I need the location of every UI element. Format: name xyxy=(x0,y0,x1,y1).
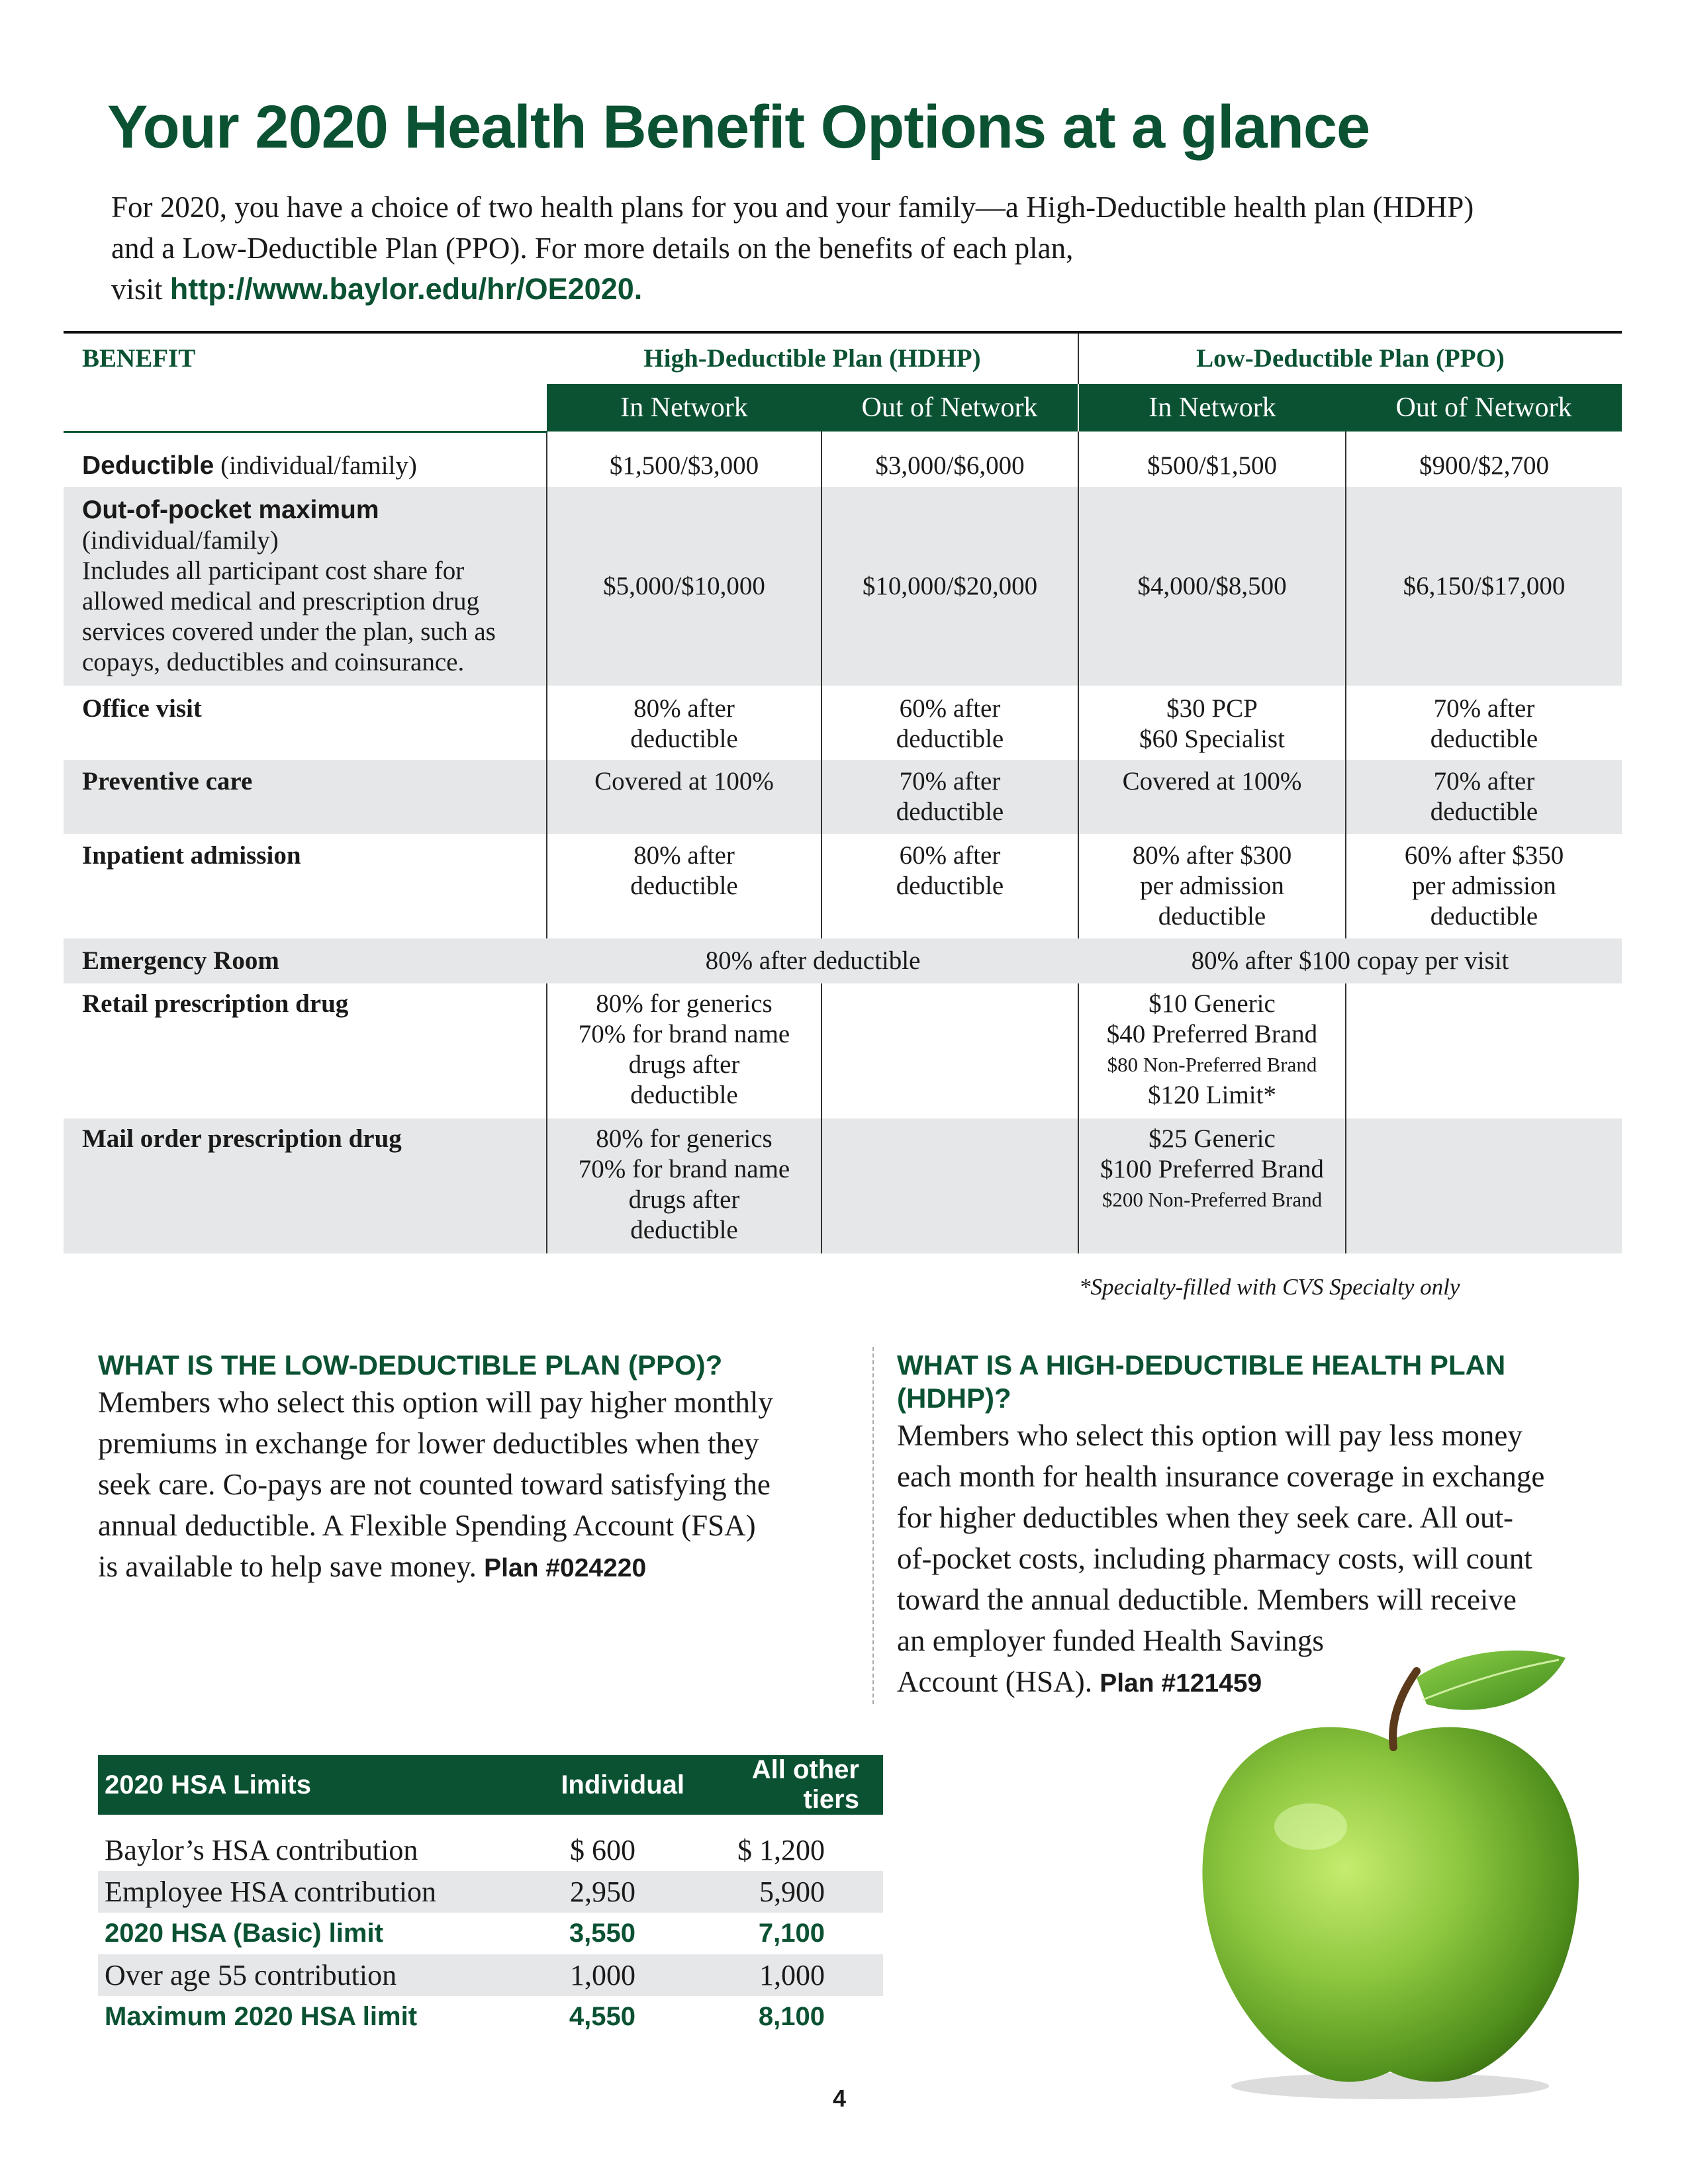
intro-line: For 2020, you have a choice of two health plans for you and your family—a High-Deductible health plan (HDHP) xyxy=(111,191,1474,224)
page-number: 4 xyxy=(833,2085,847,2112)
table-row xyxy=(98,1913,883,1954)
cell-line: deductible xyxy=(630,872,738,900)
cell-line: deductible xyxy=(630,1216,738,1244)
body-text: Account (HSA). xyxy=(897,1665,1100,1698)
label-sub: allowed medical and prescription drug xyxy=(82,587,479,615)
cell: $4,000/$8,500 xyxy=(1078,487,1346,686)
cell-line: $10 Generic xyxy=(1149,989,1276,1018)
cell-line: 60% after xyxy=(899,694,1001,723)
cell xyxy=(1078,686,1346,760)
hsa-header-individual: Individual xyxy=(522,1755,694,1815)
ppo-out-network-header: Out of Network xyxy=(1346,384,1622,432)
label-suffix: (individual/family) xyxy=(214,451,417,480)
cell xyxy=(547,686,821,760)
cell xyxy=(821,834,1078,938)
ppo-column-header: Low-Deductible Plan (PPO) xyxy=(1078,334,1622,384)
hsa-row-label: Baylor’s HSA contribution xyxy=(105,1834,418,1866)
benefit-column-header: BENEFIT xyxy=(82,344,196,373)
body-line: Members who select this option will pay less money xyxy=(897,1419,1523,1452)
table-row xyxy=(98,1996,883,2038)
table-row xyxy=(64,760,1622,834)
label-sub: services covered under the plan, such as xyxy=(82,617,496,646)
cell-line: $80 Non-Preferred Brand xyxy=(1107,1053,1317,1076)
hsa-row-label: Maximum 2020 HSA limit xyxy=(105,2002,418,2031)
cell-line: drugs after xyxy=(628,1050,740,1079)
table-row xyxy=(64,686,1622,760)
row-label-deductible xyxy=(64,445,547,487)
heading-line: (HDHP)? xyxy=(897,1383,1011,1414)
label-sub: copays, deductibles and coinsurance. xyxy=(82,648,465,676)
cell xyxy=(547,834,821,938)
hdhp-plan-number: Plan #121459 xyxy=(1100,1669,1262,1698)
cell: $1,500/$3,000 xyxy=(547,445,821,487)
label-sub: (individual/family) xyxy=(82,526,279,555)
cell-line: $200 Non-Preferred Brand xyxy=(1102,1188,1323,1211)
body-line: premiums in exchange for lower deductibles when they xyxy=(98,1427,759,1460)
cell-line: 60% after xyxy=(899,841,1001,870)
table-row xyxy=(64,1118,1622,1253)
hdhp-out-network-header: Out of Network xyxy=(821,384,1078,432)
cell: 80% after deductible xyxy=(547,938,1078,983)
table-header-row xyxy=(98,1755,883,1815)
intro-visit-text: visit xyxy=(111,273,170,306)
subheader-spacer xyxy=(64,384,547,432)
label-sub: Includes all participant cost share for xyxy=(82,557,465,585)
table-row xyxy=(64,834,1622,938)
cell: Covered at 100% xyxy=(547,760,821,834)
benefits-url-link[interactable]: http://www.baylor.edu/hr/OE2020. xyxy=(169,272,643,306)
hsa-cell: 1,000 xyxy=(694,1954,883,1996)
body-line: Members who select this option will pay higher monthly xyxy=(98,1386,773,1419)
cell-line: deductible xyxy=(896,797,1004,826)
table-row xyxy=(64,938,1622,983)
table-row xyxy=(64,487,1622,686)
ppo-heading: WHAT IS THE LOW-DEDUCTIBLE PLAN (PPO)? xyxy=(98,1349,723,1381)
cell xyxy=(821,686,1078,760)
cell-line: $120 Limit* xyxy=(1148,1081,1276,1109)
cell-line: 80% for generics xyxy=(596,989,773,1018)
cell-line: deductible xyxy=(630,725,738,753)
cell-line: $25 Generic xyxy=(1149,1124,1276,1153)
hsa-cell: 7,100 xyxy=(758,1919,825,1948)
ppo-in-network-header: In Network xyxy=(1078,384,1346,432)
row-label-emergency-room: Emergency Room xyxy=(64,938,547,983)
cell-line: deductible xyxy=(1430,902,1538,931)
cell-line: 80% after xyxy=(633,841,735,870)
hsa-row-label: Employee HSA contribution xyxy=(98,1871,522,1913)
cell-line: 60% after $350 xyxy=(1404,841,1564,870)
cell-line: deductible xyxy=(896,872,1004,900)
body-line: toward the annual deductible. Members will receive xyxy=(897,1583,1517,1616)
hsa-row-label: Over age 55 contribution xyxy=(98,1954,522,1996)
body-line xyxy=(98,1546,859,1589)
cell-line: per admission xyxy=(1140,872,1284,900)
hdhp-column-header: High-Deductible Plan (HDHP) xyxy=(643,344,981,373)
row-label-retail-rx: Retail prescription drug xyxy=(82,989,349,1018)
hdhp-heading xyxy=(897,1349,1599,1415)
cell-line: deductible xyxy=(630,1081,738,1109)
cell xyxy=(821,983,1078,1118)
cell xyxy=(1346,834,1622,938)
page-title: Your 2020 Health Benefit Options at a glance xyxy=(107,93,1370,161)
heading-line: WHAT IS A HIGH-DEDUCTIBLE HEALTH PLAN xyxy=(897,1349,1506,1381)
cell-line: 80% after $300 xyxy=(1132,841,1292,870)
body-line: for higher deductibles when they seek care. All out- xyxy=(897,1501,1513,1534)
cell xyxy=(1078,983,1346,1118)
cell-line: $30 PCP xyxy=(1166,694,1258,723)
body-line: each month for health insurance coverage in exchange xyxy=(897,1460,1545,1493)
cell xyxy=(547,1118,821,1253)
hsa-cell: 8,100 xyxy=(758,2002,825,2031)
hsa-row-label: 2020 HSA (Basic) limit xyxy=(105,1919,383,1948)
cell-line: drugs after xyxy=(628,1185,740,1214)
green-apple-image xyxy=(1172,1641,1622,2105)
cell xyxy=(1346,760,1622,834)
hsa-cell: 1,000 xyxy=(522,1954,694,1996)
cell-line: 70% for brand name xyxy=(578,1155,790,1183)
cell: $3,000/$6,000 xyxy=(821,445,1078,487)
cell xyxy=(1078,1118,1346,1253)
apple-icon xyxy=(1172,1641,1622,2105)
cell xyxy=(821,760,1078,834)
cell: $6,150/$17,000 xyxy=(1346,487,1622,686)
label-text: Out-of-pocket maximum xyxy=(82,496,379,524)
hsa-cell: 4,550 xyxy=(569,2002,635,2031)
cell-line: 70% after xyxy=(899,767,1001,796)
intro-paragraph xyxy=(111,187,1601,310)
table-row xyxy=(98,1829,883,1871)
hdhp-in-network-header: In Network xyxy=(547,384,821,432)
cell: $500/$1,500 xyxy=(1078,445,1346,487)
hsa-cell: 5,900 xyxy=(694,1871,883,1913)
cell-line: $100 Preferred Brand xyxy=(1100,1155,1324,1183)
hsa-cell: $ 600 xyxy=(570,1834,635,1866)
body-line: annual deductible. A Flexible Spending Account (FSA) xyxy=(98,1509,756,1542)
body-line: an employer funded Health Savings xyxy=(897,1624,1324,1657)
hsa-limits-table xyxy=(98,1755,883,2038)
intro-line xyxy=(111,269,1601,310)
cell-line: deductible xyxy=(1430,797,1538,826)
row-label-oop xyxy=(64,487,547,686)
body-line: of-pocket costs, including pharmacy costs, will count xyxy=(897,1542,1532,1575)
row-label-mail-rx: Mail order prescription drug xyxy=(64,1118,547,1253)
body-text: is available to help save money. xyxy=(98,1550,485,1583)
cell xyxy=(1346,983,1622,1118)
hsa-cell: 3,550 xyxy=(569,1919,635,1948)
hsa-header-all-tiers: All other tiers xyxy=(694,1755,883,1815)
cell-line: $60 Specialist xyxy=(1139,725,1285,753)
specialty-footnote: *Specialty-filled with CVS Specialty only xyxy=(1079,1274,1460,1300)
cell-line: 80% for generics xyxy=(596,1124,773,1153)
hsa-cell: $ 1,200 xyxy=(737,1834,825,1866)
section-divider xyxy=(872,1347,874,1704)
ppo-body xyxy=(98,1382,859,1589)
cell-line: 70% for brand name xyxy=(578,1020,790,1048)
row-label-inpatient-admission: Inpatient admission xyxy=(82,841,301,870)
cell xyxy=(1078,834,1346,938)
intro-line: and a Low-Deductible Plan (PPO). For more details on the benefits of each plan, xyxy=(111,232,1074,265)
cell-line: deductible xyxy=(1430,725,1538,753)
cell xyxy=(547,983,821,1118)
ppo-plan-number: Plan #024220 xyxy=(484,1554,647,1582)
hsa-cell: 2,950 xyxy=(522,1871,694,1913)
cell xyxy=(1346,686,1622,760)
label-text: Deductible xyxy=(82,451,214,480)
cell xyxy=(821,1118,1078,1253)
ppo-explainer xyxy=(98,1349,859,1589)
row-label-office-visit: Office visit xyxy=(82,694,202,723)
table-row xyxy=(64,983,1622,1118)
benefits-table xyxy=(64,331,1622,1253)
cell-line: $40 Preferred Brand xyxy=(1106,1020,1318,1048)
cell-line: 70% after xyxy=(1433,767,1535,796)
hsa-header-limits: 2020 HSA Limits xyxy=(98,1755,522,1815)
cell-line: per admission xyxy=(1412,872,1556,900)
cell-line: deductible xyxy=(1158,902,1266,931)
cell-line: 80% after xyxy=(633,694,735,723)
table-row xyxy=(98,1954,883,1996)
cell-line: deductible xyxy=(896,725,1004,753)
cell: Covered at 100% xyxy=(1078,760,1346,834)
cell-line: 70% after xyxy=(1433,694,1535,723)
row-label-preventive-care: Preventive care xyxy=(64,760,547,834)
cell: $5,000/$10,000 xyxy=(547,487,821,686)
body-line: seek care. Co-pays are not counted toward satisfying the xyxy=(98,1468,771,1501)
cell xyxy=(1346,1118,1622,1253)
cell: 80% after $100 copay per visit xyxy=(1078,938,1622,983)
cell: $10,000/$20,000 xyxy=(821,487,1078,686)
table-row xyxy=(98,1871,883,1913)
table-row xyxy=(64,445,1622,487)
cell: $900/$2,700 xyxy=(1346,445,1622,487)
